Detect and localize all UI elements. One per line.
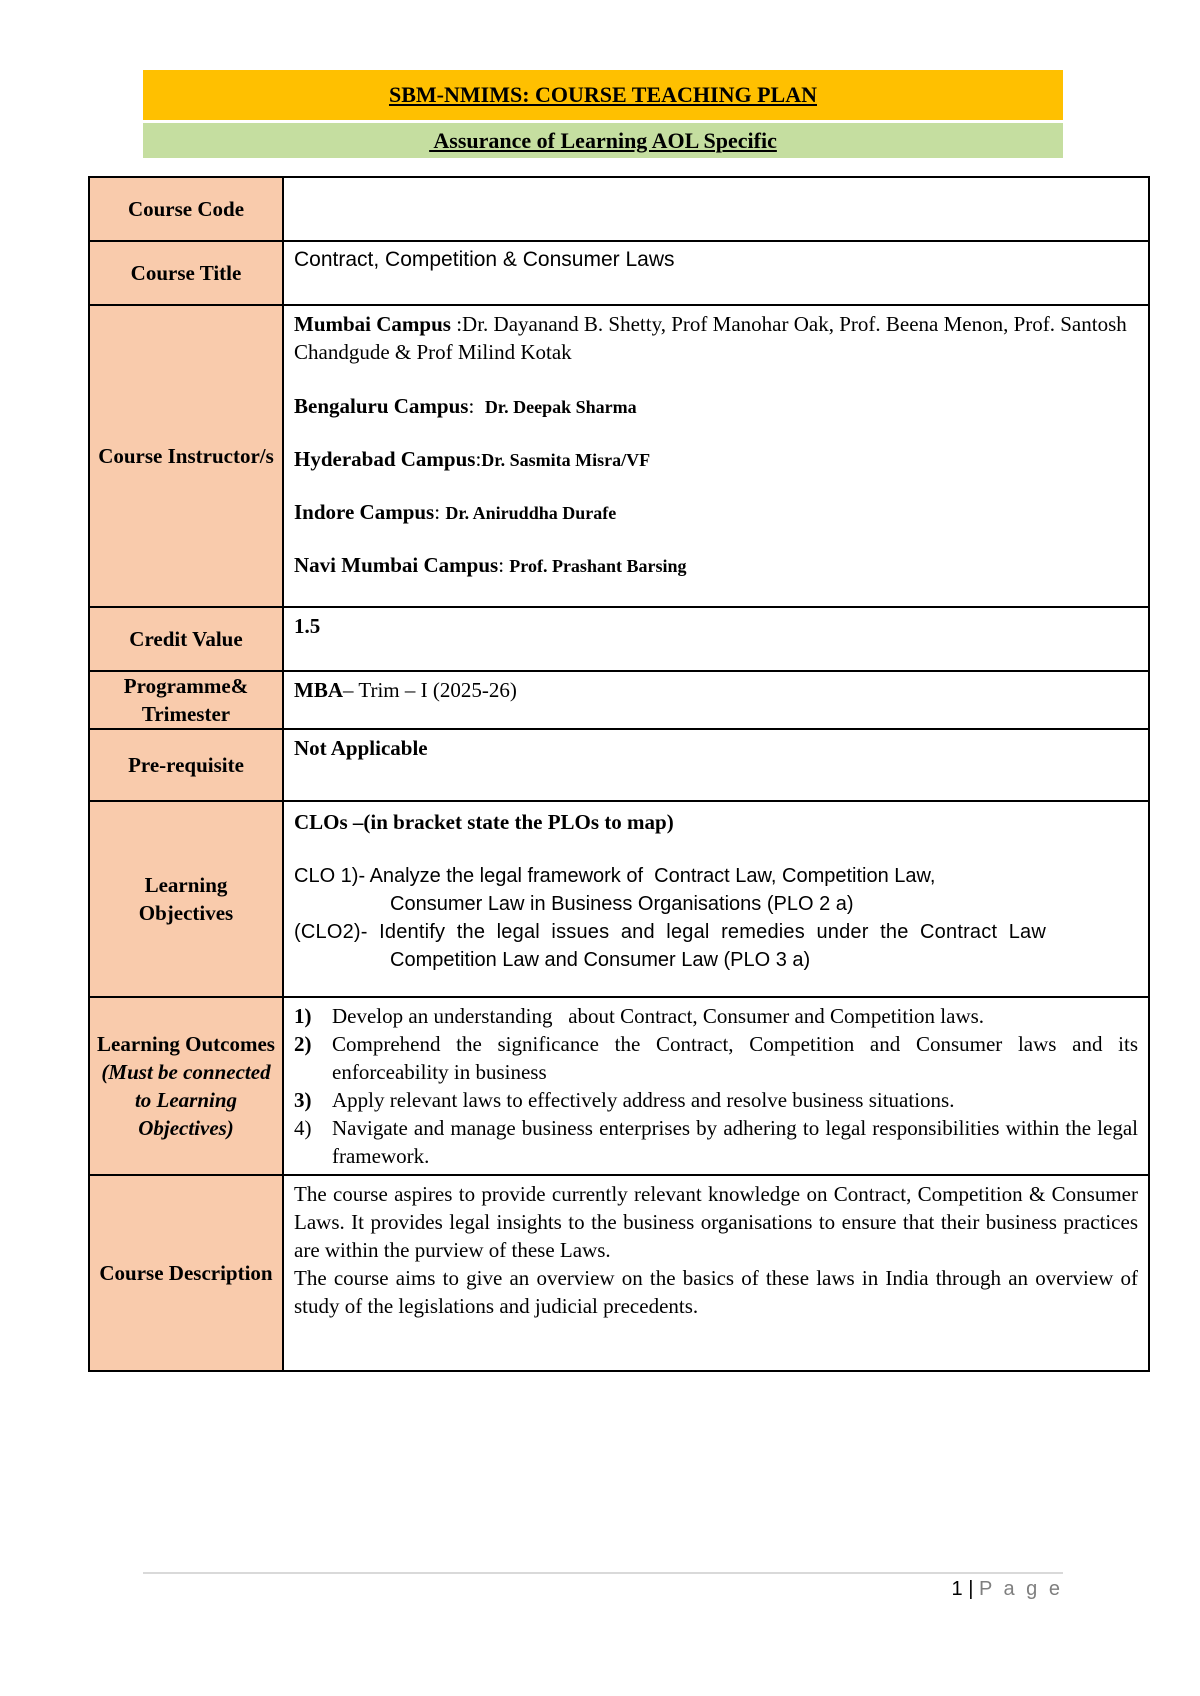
label-course-description: Course Description [89,1175,283,1371]
footer-divider [143,1572,1063,1574]
outcome-number: 2) [294,1032,312,1056]
value-course-code [283,177,1149,241]
campus-navi-mumbai [294,551,1138,580]
outcome-text: Apply relevant laws to effectively address and resolve business situations. [332,1088,955,1112]
campus-hyderabad [294,445,1138,474]
label-prerequisite: Pre-requisite [89,729,283,801]
programme-degree: MBA [294,678,343,702]
page-number: 1 [951,1578,963,1600]
campus-bengaluru-sep: : [468,394,485,418]
label-programme: Programme& Trimester [89,671,283,729]
campus-navi-mumbai-sep: : [498,553,510,577]
row-programme [89,671,1149,729]
clo-1-line1: CLO 1)- Analyze the legal framework of Contract Law, Competition Law, [294,865,936,887]
campus-bengaluru-label: Bengaluru Campus [294,394,469,418]
page-footer [952,1578,1063,1601]
plan-title-banner [143,70,1063,120]
campus-navi-mumbai-names: Prof. Prashant Barsing [509,556,687,576]
campus-indore-names: Dr. Aniruddha Durafe [445,503,617,523]
campus-indore [294,498,1138,527]
programme-trimester: – Trim – I (2025-26) [343,678,517,702]
campus-navi-mumbai-label: Navi Mumbai Campus [294,553,499,577]
row-course-title [89,241,1149,305]
page-separator: | [962,1578,979,1600]
aol-subtitle-banner [143,123,1063,158]
campus-hyderabad-label: Hyderabad Campus [294,447,476,471]
description-para-1: The course aspires to provide currently relevant knowledge on Contract, Competition & Consumer Laws. It provides legal insights to the business organisations to ensure that their business practices are within the purview of these Laws. [294,1182,1138,1262]
label-learning-outcomes-note: (Must be connected to Learning Objectives) [101,1060,271,1140]
row-course-code [89,177,1149,241]
outcome-text: Develop an understanding about Contract, Consumer and Competition laws. [332,1004,985,1028]
value-learning-objectives [283,801,1149,997]
value-programme [283,671,1149,729]
label-credit-value: Credit Value [89,607,283,671]
outcome-item [294,1086,1138,1114]
label-learning-outcomes-main: Learning Outcomes [97,1032,275,1056]
value-instructors [283,305,1149,607]
clo-1-line2: Consumer Law in Business Organisations (PLO 2 a) [390,893,854,915]
outcome-number: 3) [294,1088,312,1112]
outcome-text: Comprehend the significance the Contract, Competition and Consumer laws and its enforceability in business [332,1032,1138,1084]
credit-value-number: 1.5 [294,614,321,638]
row-credit-value [89,607,1149,671]
value-prerequisite [283,729,1149,801]
row-course-description [89,1175,1149,1371]
outcome-item [294,1030,1138,1086]
value-course-description [283,1175,1149,1371]
value-learning-outcomes [283,997,1149,1175]
course-plan-table [88,176,1150,1372]
campus-mumbai [294,310,1138,366]
outcome-item [294,1114,1138,1170]
label-learning-objectives: Learning Objectives [89,801,283,997]
clo-1 [294,862,1138,918]
outcome-text: Navigate and manage business enterprises by adhering to legal responsibilities within the legal framework. [332,1116,1138,1168]
campus-mumbai-sep: : [450,312,463,336]
campus-hyderabad-sep: : [475,447,482,471]
campus-mumbai-names: Dr. Dayanand B. Shetty, Prof Manohar Oak, Prof. Beena Menon, Prof. Santosh Chandgude & Prof Milind Kotak [294,312,1127,364]
campus-bengaluru-names: Dr. Deepak Sharma [484,397,637,417]
label-course-title: Course Title [89,241,283,305]
page-label: P a g e [978,1578,1063,1600]
campus-hyderabad-names: Dr. Sasmita Misra/VF [481,450,651,470]
campus-mumbai-label: Mumbai Campus [294,312,451,336]
row-instructors [89,305,1149,607]
label-learning-outcomes [89,997,283,1175]
outcome-item [294,1002,1138,1030]
plan-title: SBM-NMIMS: COURSE TEACHING PLAN [388,82,817,107]
clo-heading: CLOs –(in bracket state the PLOs to map) [294,810,674,834]
campus-indore-label: Indore Campus [294,500,435,524]
row-prerequisite [89,729,1149,801]
prerequisite-text: Not Applicable [294,736,428,760]
row-learning-outcomes [89,997,1149,1175]
label-course-code: Course Code [89,177,283,241]
clo-2 [294,918,1138,974]
campus-bengaluru [294,392,1138,421]
value-credit-value [283,607,1149,671]
outcomes-list [294,1002,1138,1170]
description-para-2: The course aims to give an overview on the basics of these laws in India through an overview of study of the legislations and judicial precedents. [294,1266,1138,1318]
clo-2-line2: Competition Law and Consumer Law (PLO 3 a) [390,949,811,971]
outcome-number: 4) [294,1116,312,1140]
outcome-number: 1) [294,1004,312,1028]
campus-indore-sep: : [434,500,446,524]
aol-subtitle: Assurance of Learning AOL Specific [429,128,777,153]
label-instructors: Course Instructor/s [89,305,283,607]
row-learning-objectives [89,801,1149,997]
clo-2-line1: (CLO2)- Identify the legal issues and legal remedies under the Contract Law [294,921,1047,943]
value-course-title: Contract, Competition & Consumer Laws [283,241,1149,305]
